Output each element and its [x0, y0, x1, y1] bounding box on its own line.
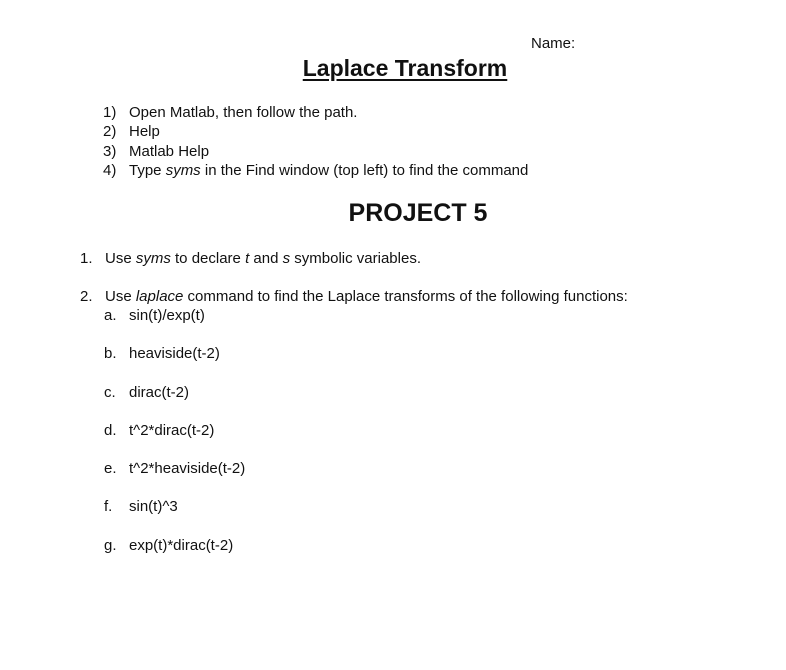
question-text-part: and: [249, 250, 283, 267]
step-text-pre: Type: [129, 161, 166, 179]
function-letter: e.: [104, 460, 117, 478]
function-item: [104, 307, 245, 345]
function-letter: d.: [104, 421, 117, 439]
function-item: [104, 345, 245, 383]
function-item: [104, 422, 245, 460]
function-list: [104, 307, 245, 575]
function-expression: t^2*heaviside(t-2): [129, 460, 246, 478]
step-number: 3): [103, 142, 117, 160]
question-text: [105, 288, 628, 305]
step-text: Matlab Help: [129, 142, 210, 160]
function-item: [104, 537, 245, 575]
step-number: 4): [103, 161, 117, 179]
question-text-part: to declare: [170, 250, 246, 267]
step-text: Help: [129, 123, 160, 141]
step-text-post: in the Find window (top left) to find the command: [200, 161, 529, 179]
question-variable: t: [245, 250, 250, 267]
step-text: [129, 161, 528, 180]
instruction-steps: [103, 103, 528, 180]
step-command-name: syms: [165, 161, 201, 179]
question-1: [80, 250, 421, 267]
document-title: Laplace Transform: [302, 55, 508, 81]
step-item: [103, 122, 528, 141]
question-variable: s: [282, 250, 291, 267]
step-number: 1): [103, 104, 117, 121]
function-letter: f.: [104, 498, 113, 516]
function-letter: c.: [104, 383, 116, 401]
project-title: PROJECT 5: [348, 199, 488, 227]
function-expression: sin(t)^3: [129, 498, 178, 516]
function-letter: b.: [104, 345, 117, 363]
function-expression: dirac(t-2): [129, 383, 190, 401]
question-command-name: syms: [135, 250, 171, 267]
name-label: Name:: [531, 35, 576, 52]
question-command-name: laplace: [135, 288, 184, 305]
step-number: 2): [103, 123, 117, 141]
step-item: [103, 103, 528, 122]
question-text: [105, 250, 421, 267]
function-item: [104, 498, 245, 536]
function-expression: t^2*dirac(t-2): [129, 421, 215, 439]
step-text: Open Matlab, then follow the path.: [129, 104, 358, 121]
question-text-part: symbolic variables.: [290, 250, 421, 267]
question-number: 2.: [80, 288, 93, 305]
function-item: [104, 384, 245, 422]
function-letter: g.: [104, 536, 117, 554]
step-item: [103, 161, 528, 180]
function-letter: a.: [104, 307, 117, 324]
step-item: [103, 142, 528, 161]
function-expression: exp(t)*dirac(t-2): [129, 536, 234, 554]
question-text-part: Use: [105, 288, 136, 305]
function-expression: sin(t)/exp(t): [129, 307, 205, 324]
question-2: [80, 288, 628, 305]
function-expression: heaviside(t-2): [129, 345, 220, 363]
question-text-part: command to find the Laplace transforms of the following functions:: [183, 288, 628, 305]
question-number: 1.: [80, 250, 93, 267]
function-item: [104, 460, 245, 498]
question-text-part: Use: [105, 250, 136, 267]
